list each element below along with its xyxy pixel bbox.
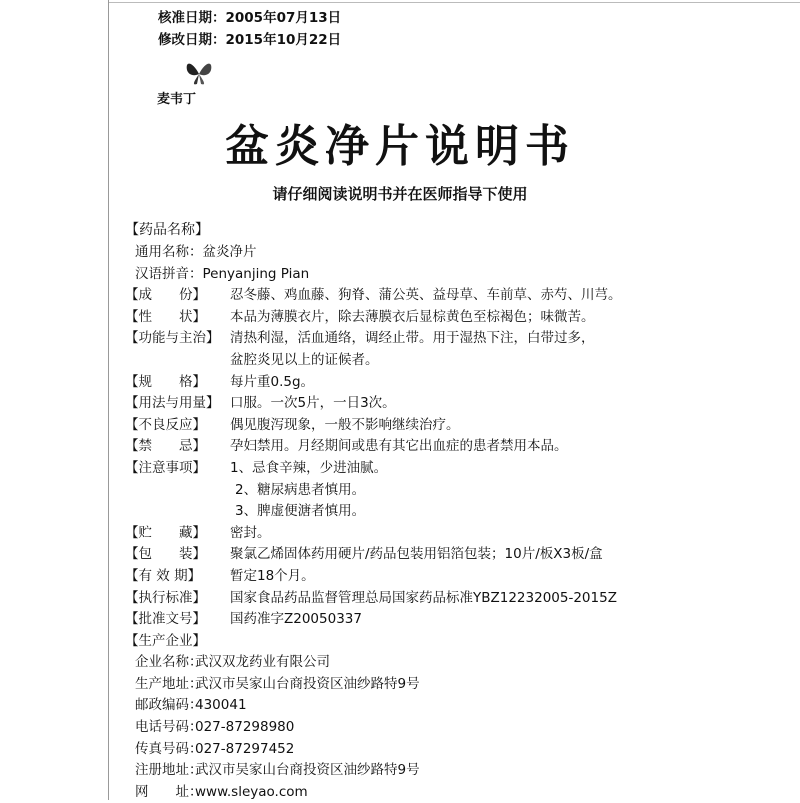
manufacturer-row [125,652,795,674]
field-approval-number [125,609,795,631]
manufacturer-heading-row [125,631,795,653]
revision-date: 修改日期：2015年10月22日 [158,31,342,48]
instruction-body [125,242,795,803]
manufacturer-heading: 【生产企业】 [125,632,206,649]
field-value: 密封。 [230,524,271,541]
brand-name: 麦韦丁 [157,92,197,107]
field-indications [125,328,795,350]
field-expiry [125,566,795,588]
field-label: 【有 效 期】 [125,567,202,584]
field-value: 忍冬藤、鸡血藤、狗脊、蒲公英、益母草、车前草、赤芍、川芎。 [230,287,622,304]
manufacturer-row [125,739,795,761]
manufacturer-label: 网 址： [135,783,203,800]
butterfly-logo-icon [183,58,215,88]
field-value-continued: 3、脾虚便溏者慎用。 [235,503,366,520]
field-label: 【批准文号】 [125,611,206,628]
document-title: 盆炎净片说明书 [225,121,575,172]
field-label: 【规 格】 [125,373,206,390]
field-value: 聚氯乙烯固体药用硬片/药品包装用铝箔包装；10片/板X3板/盒 [230,546,603,563]
field-precautions-2 [125,480,795,502]
field-value: 国家食品药品监督管理总局国家药品标准YBZ12232005-2015Z [230,589,617,606]
field-value: 清热利湿，活血通络，调经止带。用于湿热下注，白带过多， [230,330,595,347]
field-label: 【成 份】 [125,287,206,304]
field-value: 口服。一次5片，一日3次。 [230,395,396,412]
field-label: 【不良反应】 [125,416,206,433]
manufacturer-value: 武汉市吴家山台商投资区油纱路特9号 [195,762,420,779]
field-label: 【禁 忌】 [125,438,206,455]
manufacturer-row [125,760,795,782]
drug-name-heading: 【药品名称】 [125,222,209,238]
field-precautions [125,458,795,480]
manufacturer-row [125,695,795,717]
approval-date: 核准日期：2005年07月13日 [158,10,342,26]
manufacturer-label: 生产地址： [135,675,203,692]
field-label: 【包 装】 [125,546,206,563]
manufacturer-value: 430041 [195,697,247,714]
field-value: 本品为薄膜衣片，除去薄膜衣后显棕黄色至棕褐色；味微苦。 [230,308,595,325]
manufacturer-label: 电话号码： [135,719,203,736]
manufacturer-row [125,717,795,739]
manufacturer-label: 注册地址： [135,762,203,779]
dates-block [158,8,341,51]
field-label: 【用法与用量】 [125,395,220,412]
generic-name-row [125,242,795,264]
generic-name: 通用名称：盆炎净片 [135,244,257,260]
field-value: 暂定18个月。 [230,567,315,584]
field-value: 1、忌食辛辣，少进油腻。 [230,459,388,476]
field-value: 国药准字Z20050337 [230,611,362,628]
field-precautions-3 [125,501,795,523]
manufacturer-label: 传真号码： [135,740,203,757]
field-contraindications [125,436,795,458]
field-label: 【性 状】 [125,308,206,325]
manufacturer-row [125,674,795,696]
field-value-continued: 盆腔炎见以上的证候者。 [230,351,379,368]
manufacturer-label: 企业名称： [135,654,203,671]
manufacturer-value: 027-87297452 [195,740,295,757]
manufacturer-value: 武汉市吴家山台商投资区油纱路特9号 [195,675,420,692]
field-ingredients [125,285,795,307]
field-specification [125,372,795,394]
field-value-continued: 2、糖尿病患者慎用。 [235,481,366,498]
manufacturer-value: 027-87298980 [195,719,295,736]
field-description [125,307,795,329]
page-border-top [109,2,800,3]
field-label: 【贮 藏】 [125,524,206,541]
manufacturer-value: 武汉双龙药业有限公司 [195,654,330,671]
field-indications-cont [125,350,795,372]
field-value: 偶见腹泻现象，一般不影响继续治疗。 [230,416,460,433]
manufacturer-label: 邮政编码： [135,697,203,714]
manufacturer-value: www.sleyao.com [195,783,308,800]
field-label: 【注意事项】 [125,459,206,476]
field-value: 孕妇禁用。月经期间或患有其它出血症的患者禁用本品。 [230,438,568,455]
field-adverse-reactions [125,415,795,437]
field-value: 每片重0.5g。 [230,373,315,390]
field-dosage [125,393,795,415]
field-storage [125,523,795,545]
field-label: 【执行标准】 [125,589,206,606]
field-standard [125,588,795,610]
field-packaging [125,544,795,566]
pinyin-name: 汉语拼音：Penyanjing Pian [135,265,310,282]
pinyin-row [125,264,795,286]
field-label: 【功能与主治】 [125,330,220,347]
document-subtitle: 请仔细阅读说明书并在医师指导下使用 [272,185,528,203]
